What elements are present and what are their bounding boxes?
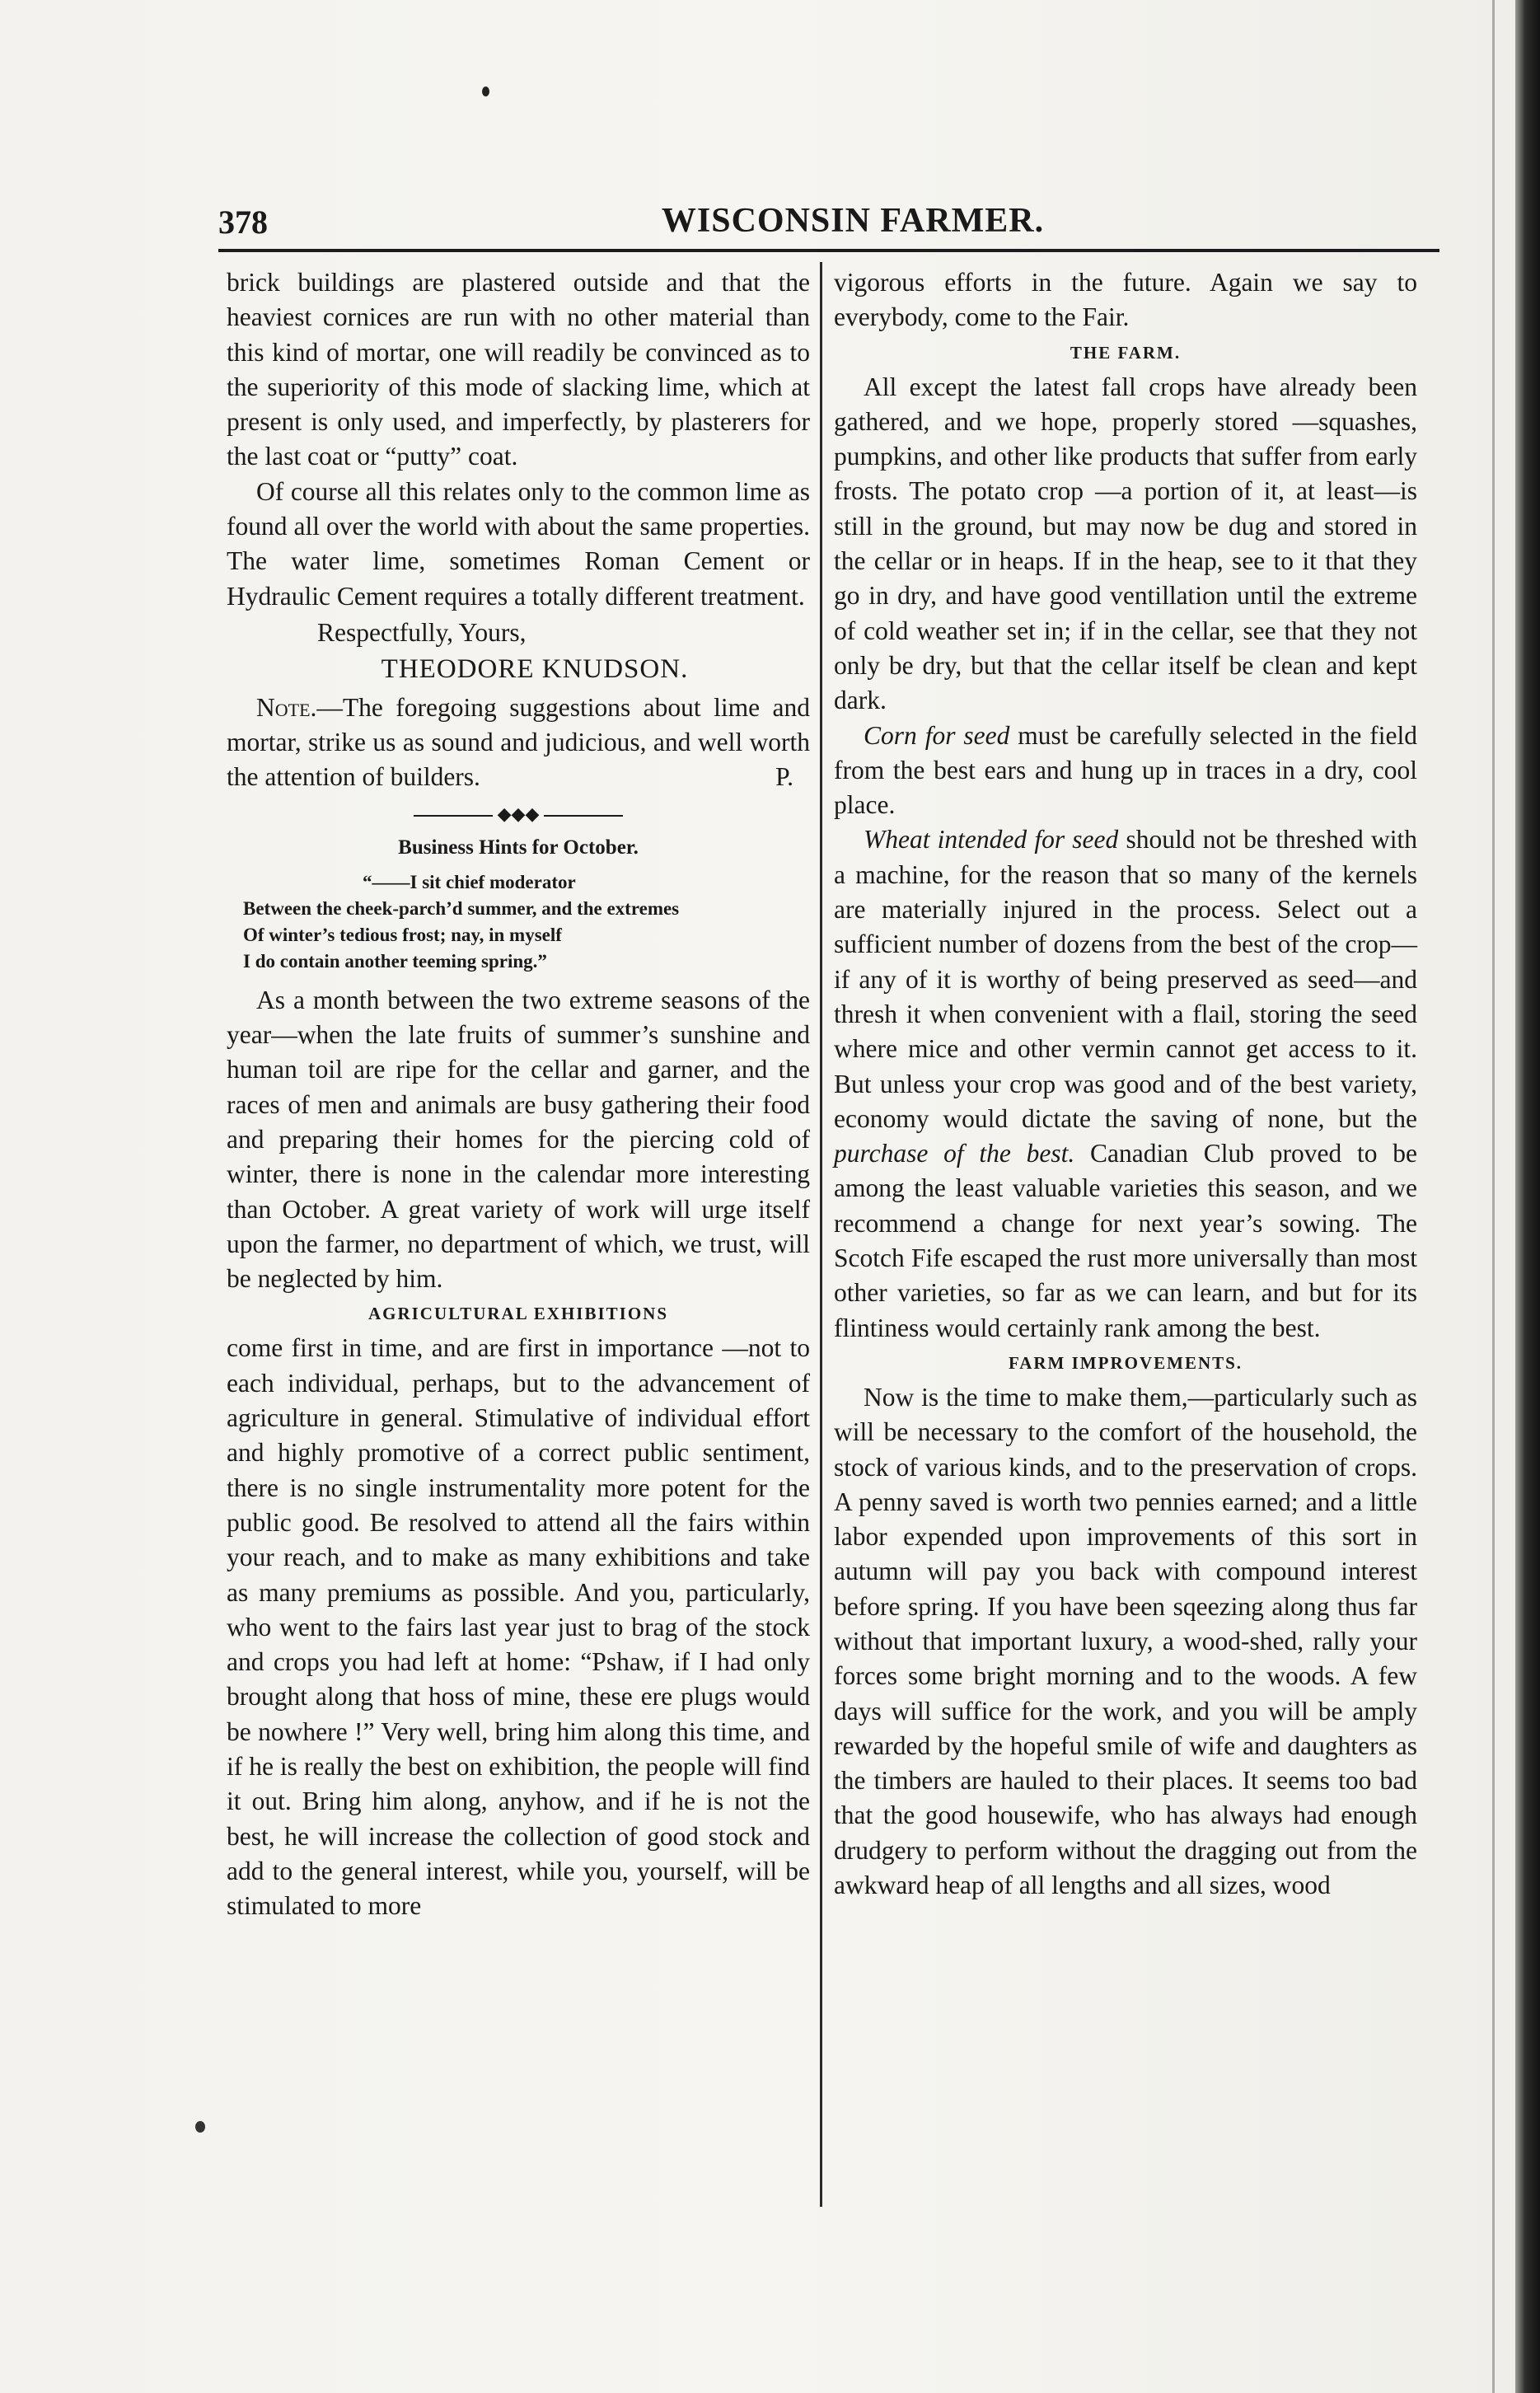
note-text: —The foregoing suggestions about lime and mortar, strike us as sound and judicious, and well worth the attention of builders. — [227, 692, 810, 792]
poem-line: Between the cheek-parch’d summer, and the extremes — [243, 897, 680, 919]
column-divider — [820, 262, 822, 2207]
paragraph-fair: vigorous efforts in the future. Again we say to everybody, come to the Fair. — [834, 268, 1417, 332]
ornament-rule — [414, 815, 493, 817]
ink-speck — [482, 87, 489, 96]
letter-signature: THEODORE KNUDSON. — [381, 654, 689, 685]
page-header — [218, 198, 1439, 252]
left-column — [227, 265, 810, 1923]
poem-line: I do contain another teeming spring.” — [243, 950, 547, 972]
paragraph-wheat-seed — [834, 822, 1417, 1345]
paragraph-common-lime: Of course all this relates only to the common lime as found all over the world with about the same properties. The water lime, sometimes Roman Cement or Hydraulic Cement requires a totally different treatment. — [227, 476, 810, 611]
ornament-diamonds: ◆◆◆ — [497, 803, 540, 824]
ornament-rule — [544, 815, 623, 817]
gutter-shadow — [1492, 0, 1495, 2393]
binding-edge — [1515, 0, 1540, 2393]
section-ornament — [227, 800, 810, 828]
subhead-the-farm: THE FARM. — [1070, 342, 1182, 363]
article-title: Business Hints for October. — [398, 836, 639, 859]
wheat-seed-text: should not be threshed with a machine, for the reason that so many of the kernels are materially injured in the process. Select out a sufficient number of dozens from the best of the crop—if any of it is worthy of being preserved as seed—and thresh it when convenient with a flail, storing the seed where mice and other vermin cannot get access to it. But unless your crop was good and of the best variety, economy would dictate the saving of none, but the — [834, 825, 1417, 1133]
paragraph-october: As a month between the two extreme seasons of the year—when the late fruits of summer’s sunshine and human toil are ripe for the cellar and garner, and the races of men and animals are busy gathering their food and preparing their homes for the piercing cold of winter, there is none in the calendar more interesting than October. A great variety of work will urge itself upon the farmer, no department of which, we trust, will be neglected by him. — [227, 985, 810, 1294]
wheat-seed-emphasis: Wheat intended for seed — [864, 825, 1119, 855]
note-label: Note. — [256, 692, 317, 722]
epigraph-poem — [227, 869, 810, 975]
corn-seed-text: must be carefully selected in the field from the best ears and hung up in traces in a dry, cool place. — [834, 720, 1417, 820]
purchase-emphasis: purchase of the best. — [834, 1139, 1075, 1168]
paragraph-improvements: Now is the time to make them,—particularly such as will be necessary to the comfort of the household, the stock of various kinds, and to the preservation of crops. A penny saved is worth two pennies earned; and a little labor expended upon improvements of this sort in autumn will pay you back with compound interest before spring. If you have been sqeezing along thus far without that important luxury, a wood-shed, rally your forces some bright morning and to the woods. A few days will suffice for the work, and you will be amply rewarded by the hopeful smile of wife and daughters as the timbers are hauled to their places. It seems too bad that the good housewife, who has always had enough drudgery to perform without the dragging out from the awkward heap of all lengths and all sizes, wood — [834, 1382, 1417, 1900]
subhead-agricultural-exhibitions: AGRICULTURAL EXHIBITIONS — [367, 1304, 669, 1324]
running-title: WISCONSIN FARMER. — [661, 202, 1045, 240]
subhead-farm-improvements: FARM IMPROVEMENTS. — [1008, 1352, 1243, 1373]
paragraph-corn-seed — [834, 719, 1417, 823]
paragraph-crops: All except the latest fall crops have already been gathered, and we hope, properly stored —squashes, pumpkins, and other like products that suffer from early frosts. The potato crop —a portion of it, at least—is still in the ground, but may now be dug and stored in the cellar or in heaps. If in the heap, see to it that they go in dry, and have good ventillation until the extreme of cold weather set in; if in the cellar, see that they not only be dry, but that the cellar itself be clean and kept dark. — [834, 372, 1417, 715]
page-number: 378 — [218, 204, 268, 241]
poem-line: “——I sit chief moderator — [363, 871, 576, 892]
note-initial: P. — [775, 762, 793, 792]
paragraph-lime: brick buildings are plastered outside and that the heaviest cornices are run with no other material than this kind of mortar, one will readily be convinced as to the superiority of this mode of slacking lime, which at present is only used, and imperfectly, by plasterers for the last coat or “putty” coat. — [227, 268, 810, 471]
poem-line: Of winter’s tedious frost; nay, in myself — [243, 924, 562, 945]
paragraph-exhibitions: come first in time, and are first in importance —not to each individual, perhaps, but to the advancement of agriculture in general. Stimulative of individual effort and highly promotive of a correct public sentiment, there is no single instrumentality more potent for the public good. Be resolved to attend all the fairs within your reach, and to make as many exhibitions and take as many premiums as possible. And you, particularly, who went to the fairs last year just to brag of the stock and crops you had left at home: “Pshaw, if I had only brought along that hoss of mine, these ere plugs would be nowhere !” Very well, bring him along this time, and if he is really the best on exhibition, the people will find it out. Bring him along, anyhow, and if he is not the best, he will increase the collection of good stock and add to the general interest, while you, yourself, will be stimulated to more — [227, 1333, 810, 1921]
corn-seed-emphasis: Corn for seed — [864, 720, 1010, 750]
ink-speck — [195, 2121, 205, 2133]
wheat-seed-text-continued: Canadian Club proved to be among the least valuable varieties this season, and we recommend a change for next year’s sowing. The Scotch Fife escaped the rust more universally than most other varieties, so far as we can learn, and but for its flintiness would certainly rank among the best. — [834, 1139, 1418, 1342]
right-column — [834, 265, 1417, 1903]
letter-closing: Respectfully, Yours, — [317, 617, 527, 647]
